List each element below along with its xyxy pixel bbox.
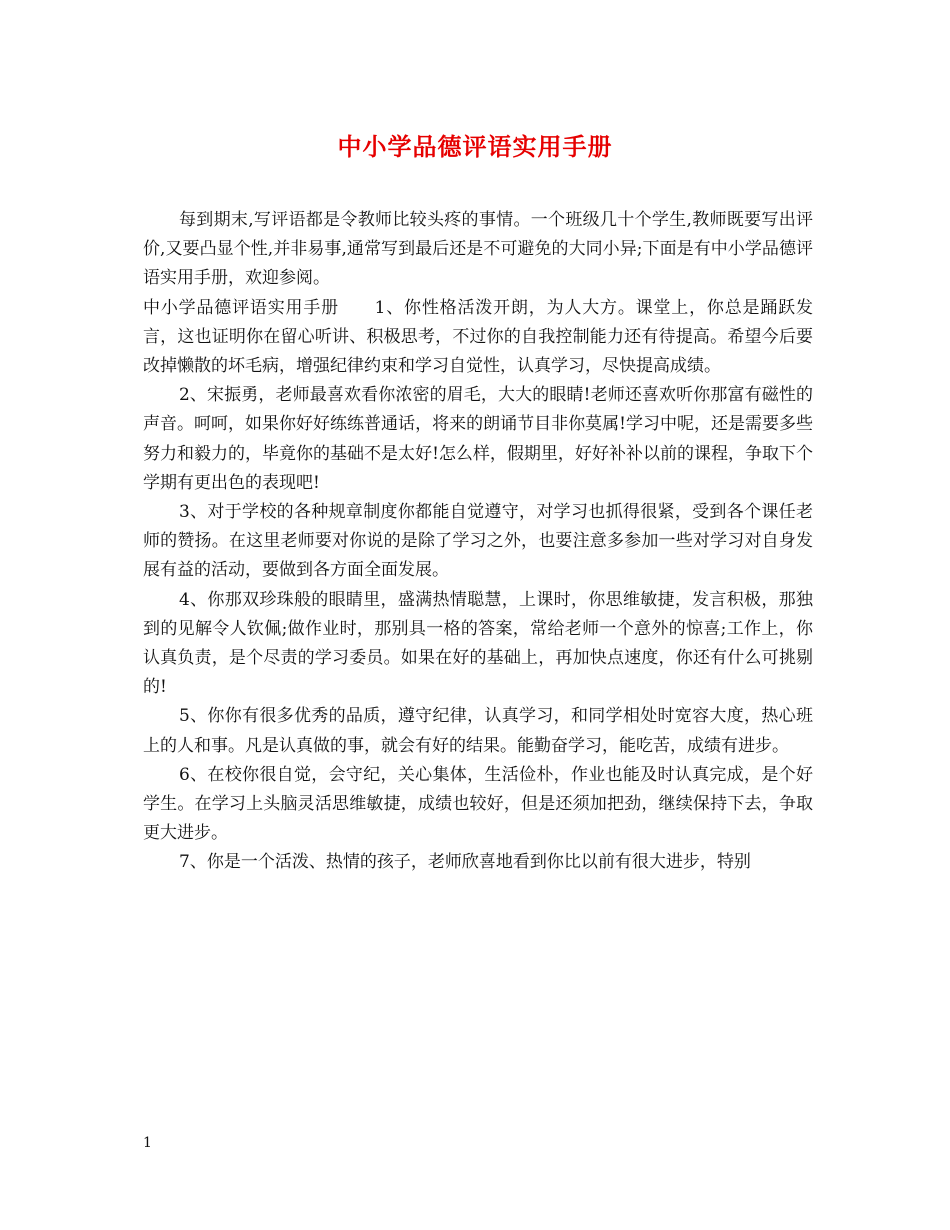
paragraph-comment-6: 6、在校你很自觉，会守纪，关心集体，生活俭朴，作业也能及时认真完成，是个好学生。在学习上头脑灵活思维敏捷，成绩也较好，但是还须加把劲，继续保持下去，争取更大进步。 <box>143 764 813 844</box>
paragraph-comment-1: 中小学品德评语实用手册 1、你性格活泼开朗，为人大方。课堂上，你总是踊跃发言，这也证明你在留心听讲、积极思考，不过你的自我控制能力还有待提高。希望今后要改掉懒散的坏毛病，增强纪律约束和学习自觉性，认真学习，尽快提高成绩。 <box>143 297 813 377</box>
paragraph-comment-7: 7、你是一个活泼、热情的孩子，老师欣喜地看到你比以前有很大进步，特别 <box>179 852 751 873</box>
paragraph-comment-5: 5、你你有很多优秀的品质，遵守纪律，认真学习，和同学相处时宽容大度，热心班上的人和事。凡是认真做的事，就会有好的结果。能勤奋学习，能吃苦，成绩有进步。 <box>143 706 813 756</box>
paragraph-comment-3: 3、对于学校的各种规章制度你都能自觉遵守，对学习也抓得很紧，受到各个课任老师的赞扬。在这里老师要对你说的是除了学习之外，也要注意多参加一些对学习对自身发展有益的活动，要做到各方面全面发展。 <box>143 502 813 581</box>
document-title: 中小学品德评语实用手册 <box>337 132 613 161</box>
paragraph-comment-2: 2、宋振勇，老师最喜欢看你浓密的眉毛，大大的眼睛!老师还喜欢听你那富有磁性的声音。呵呵，如果你好好练练普通话，将来的朗诵节目非你莫属!学习中呢，还是需要多些努力和毅力的，毕竟你的基础不是太好!怎么样，假期里，好好补补以前的课程，争取下个学期有更出色的表现吧! <box>143 385 813 493</box>
page-number: 1 <box>143 1135 152 1151</box>
paragraph-comment-4: 4、你那双珍珠般的眼睛里，盛满热情聪慧，上课时，你思维敏捷，发言积极，那独到的见解令人钦佩;做作业时，那别具一格的答案，常给老师一个意外的惊喜;工作上，你认真负责，是个尽责的学习委员。如果在好的基础上，再加快点速度，你还有什么可挑剔的! <box>143 589 813 698</box>
paragraph-intro: 每到期末,写评语都是令教师比较头疼的事情。一个班级几十个学生,教师既要写出评价,又要凸显个性,并非易事,通常写到最后还是不可避免的大同小异;下面是有中小学品德评语实用手册，欢迎参阅。 <box>143 210 813 289</box>
document-body <box>143 206 813 878</box>
